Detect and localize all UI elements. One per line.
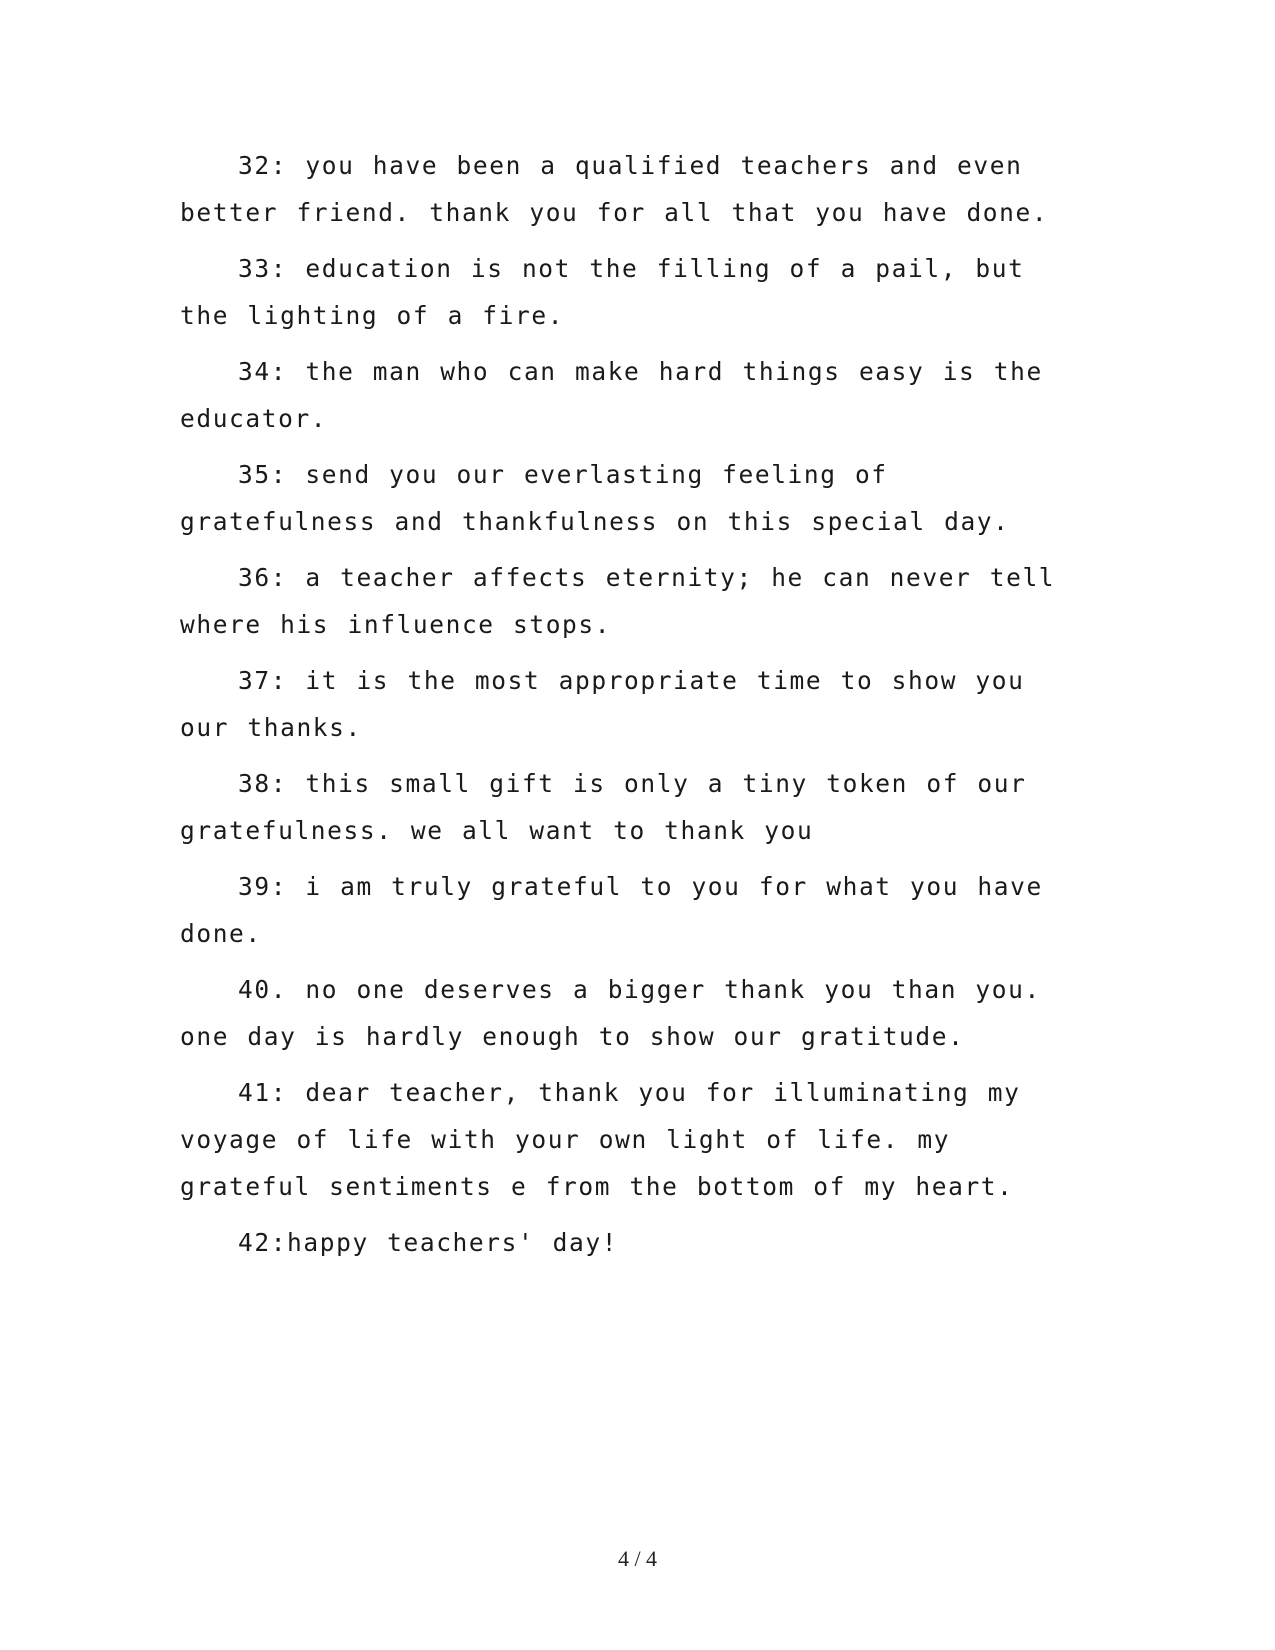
paragraph-33: 33: education is not the filling of a pail, but the lighting of a fire. [180,254,1025,330]
page-number: 4 / 4 [617,1546,658,1571]
document-body [180,142,1060,1275]
paragraph-41: 41: dear teacher, thank you for illuminating my voyage of life with your own light of life. my grateful sentiments e from the bottom of my heart. [180,1078,1021,1201]
paragraph-42: 42:happy teachers' day! [238,1228,619,1257]
paragraph-35: 35: send you our everlasting feeling of gratefulness and thankfulness on this special day. [180,460,1010,536]
paragraph-38: 38: this small gift is only a tiny token of our gratefulness. we all want to thank you [180,769,1027,845]
paragraph-36: 36: a teacher affects eternity; he can never tell where his influence stops. [180,563,1056,639]
paragraph-32: 32: you have been a qualified teachers and even better friend. thank you for all that you have done. [180,151,1049,227]
paragraph-37: 37: it is the most appropriate time to show you our thanks. [180,666,1025,742]
paragraph-39: 39: i am truly grateful to you for what you have done. [180,872,1043,948]
paragraph-40: 40. no one deserves a bigger thank you than you. one day is hardly enough to show our gratitude. [180,975,1041,1051]
paragraph-34: 34: the man who can make hard things easy is the educator. [180,357,1043,433]
